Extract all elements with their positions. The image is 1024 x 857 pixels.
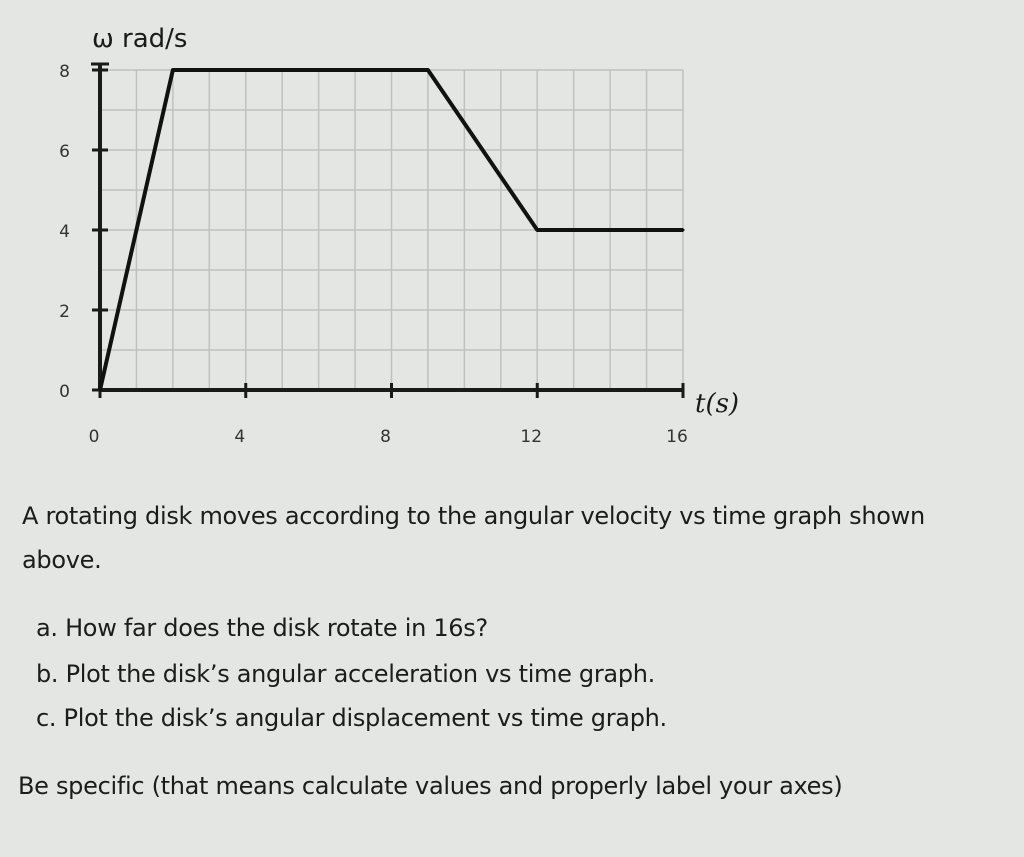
y-tick-label: 2 bbox=[59, 302, 70, 322]
x-tick-label: 12 bbox=[520, 427, 543, 447]
data-point bbox=[426, 69, 429, 72]
x-axis-title: t(s) bbox=[695, 389, 740, 419]
data-point bbox=[99, 389, 102, 392]
x-tick-label: 16 bbox=[666, 427, 688, 447]
question-a: a. How far does the disk rotate in 16s? bbox=[36, 614, 488, 642]
y-tick-label: 4 bbox=[59, 222, 70, 242]
data-point bbox=[682, 229, 685, 232]
question-b: b. Plot the disk’s angular acceleration vs time graph. bbox=[36, 660, 656, 688]
x-tick-label: 0 bbox=[88, 427, 100, 447]
y-axis-title: ω rad/s bbox=[92, 24, 188, 54]
y-tick-label: 6 bbox=[59, 142, 70, 162]
y-tick-label: 0 bbox=[59, 382, 70, 402]
intro-line-2: above. bbox=[22, 546, 102, 574]
question-c: c. Plot the disk’s angular displacement vs time graph. bbox=[36, 704, 667, 732]
data-point bbox=[171, 69, 174, 72]
axis-labels bbox=[59, 24, 739, 447]
data-point bbox=[536, 229, 539, 232]
x-tick-label: 8 bbox=[380, 427, 391, 447]
instructions-note: Be specific (that means calculate values and properly label your axes) bbox=[18, 772, 843, 800]
y-tick-label: 8 bbox=[59, 62, 70, 82]
problem-statement bbox=[0, 480, 1024, 857]
intro-line-1: A rotating disk moves according to the angular velocity vs time graph shown bbox=[22, 502, 925, 530]
x-tick-label: 4 bbox=[234, 427, 246, 447]
